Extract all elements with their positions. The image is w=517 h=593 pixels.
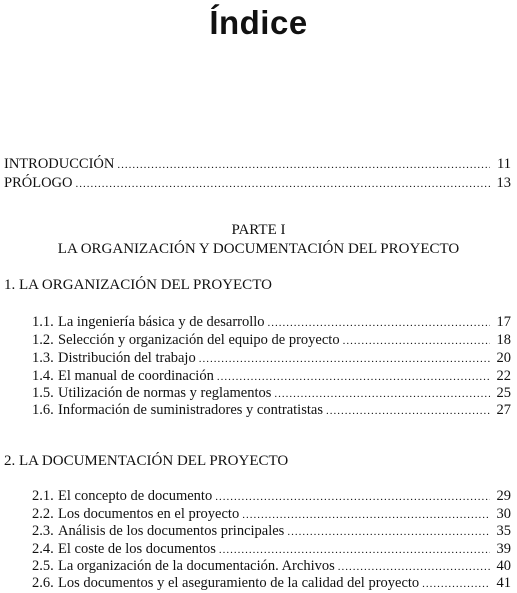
toc-entry bbox=[32, 313, 511, 332]
leader-dots bbox=[199, 350, 490, 368]
toc-entry-number: 2.3. bbox=[32, 523, 54, 539]
toc-entry-number: 1.3. bbox=[32, 350, 54, 366]
toc-entry-label bbox=[32, 367, 214, 385]
toc-entry-number: 1.1. bbox=[32, 314, 54, 330]
leader-dots bbox=[326, 402, 490, 420]
toc-entry-number: 2.1. bbox=[32, 488, 54, 504]
toc-entry-page: 18 bbox=[496, 332, 511, 348]
leader-dots bbox=[422, 575, 490, 593]
toc-entry-introduccion bbox=[4, 155, 511, 174]
toc-entry-page: 17 bbox=[496, 314, 511, 330]
leader-dots bbox=[117, 156, 490, 174]
toc-entry-text: Información de suministradores y contratistas bbox=[58, 402, 323, 418]
leader-dots bbox=[215, 488, 490, 506]
toc-entry-text: Análisis de los documentos principales bbox=[58, 523, 285, 539]
toc-entry-label bbox=[32, 557, 335, 575]
toc-entry-page: 22 bbox=[496, 368, 511, 384]
page-title: Índice bbox=[209, 4, 308, 41]
toc-entry-page: 29 bbox=[496, 488, 511, 504]
toc-entry bbox=[32, 331, 511, 350]
toc-entry-text: La organización de la documentación. Archivos bbox=[58, 558, 335, 574]
toc-entry-label bbox=[32, 505, 239, 523]
toc-entry-label bbox=[32, 331, 340, 349]
toc-entry-text: Los documentos en el proyecto bbox=[58, 506, 240, 522]
part-number: PARTE I bbox=[231, 222, 286, 238]
toc-entry-page: 20 bbox=[496, 350, 511, 366]
toc-entry-label bbox=[32, 522, 284, 540]
toc-entry-label: PRÓLOGO bbox=[4, 175, 73, 191]
toc-entry-label bbox=[32, 349, 196, 367]
toc-entry-text: Utilización de normas y reglamentos bbox=[58, 385, 272, 401]
toc-entry bbox=[32, 401, 511, 420]
toc-entry-label bbox=[32, 313, 265, 331]
part-title: LA ORGANIZACIÓN Y DOCUMENTACIÓN DEL PROYECTO bbox=[57, 241, 460, 257]
leader-dots bbox=[287, 523, 490, 541]
toc-entry bbox=[32, 574, 511, 593]
toc-entry-page: 40 bbox=[496, 558, 511, 574]
toc-entry-number: 2.5. bbox=[32, 558, 54, 574]
toc-entry-page: 27 bbox=[496, 402, 511, 418]
toc-entry-text: La ingeniería básica y de desarrollo bbox=[58, 314, 265, 330]
chapter-heading: 1. LA ORGANIZACIÓN DEL PROYECTO bbox=[4, 277, 272, 293]
toc-entry-page: 25 bbox=[496, 385, 511, 401]
toc-entry-text: El coste de los documentos bbox=[58, 541, 216, 557]
toc-entry-prologo bbox=[4, 174, 511, 193]
toc-entry-page: 30 bbox=[496, 506, 511, 522]
toc-entry-page: 39 bbox=[496, 541, 511, 557]
toc-entry bbox=[32, 522, 511, 541]
toc-entry-label: INTRODUCCIÓN bbox=[4, 156, 115, 172]
toc-entry-page: 41 bbox=[496, 575, 511, 591]
toc-entry-label bbox=[32, 540, 216, 558]
toc-entry-text: El manual de coordinación bbox=[58, 368, 214, 384]
leader-dots bbox=[75, 175, 490, 193]
toc-entry-text: El concepto de documento bbox=[58, 488, 213, 504]
toc-entry-label bbox=[32, 401, 323, 419]
toc-entry-page: 11 bbox=[497, 156, 511, 172]
toc-entry-text: Distribución del trabajo bbox=[58, 350, 196, 366]
leader-dots bbox=[268, 314, 490, 332]
toc-entry-label bbox=[32, 384, 271, 402]
leader-dots bbox=[343, 332, 490, 350]
toc-entry bbox=[32, 487, 511, 506]
toc-entry-page: 13 bbox=[496, 175, 511, 191]
toc-entry-number: 1.6. bbox=[32, 402, 54, 418]
toc-entry-number: 1.4. bbox=[32, 368, 54, 384]
toc-entry-page: 35 bbox=[496, 523, 511, 539]
toc-entry bbox=[32, 349, 511, 368]
toc-entry-number: 1.5. bbox=[32, 385, 54, 401]
toc-entry-number: 2.2. bbox=[32, 506, 54, 522]
toc-entry-number: 1.2. bbox=[32, 332, 54, 348]
toc-entry-label bbox=[32, 574, 419, 592]
chapter-heading: 2. LA DOCUMENTACIÓN DEL PROYECTO bbox=[4, 453, 289, 469]
toc-entry-number: 2.6. bbox=[32, 575, 54, 591]
toc-entry-label bbox=[32, 487, 212, 505]
toc-entry-text: Selección y organización del equipo de proyecto bbox=[58, 332, 340, 348]
toc-entry-text: Los documentos y el aseguramiento de la calidad del proyecto bbox=[58, 575, 420, 591]
toc-entry-number: 2.4. bbox=[32, 541, 54, 557]
